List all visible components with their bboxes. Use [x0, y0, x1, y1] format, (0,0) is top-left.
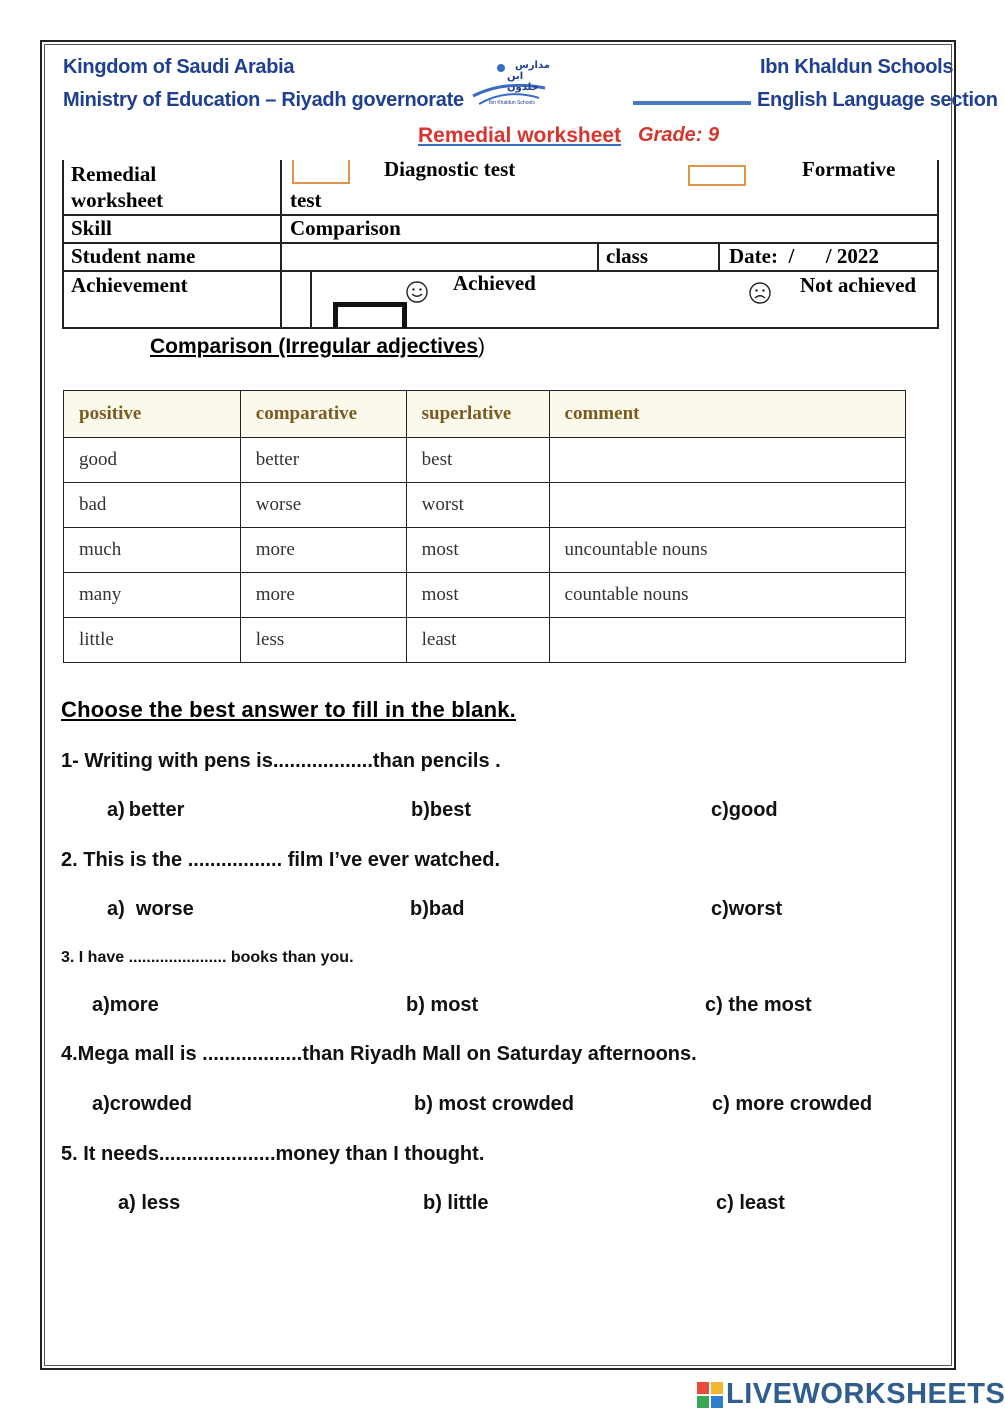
type-label-line2: worksheet [71, 188, 164, 212]
header-country: Kingdom of Saudi Arabia [63, 56, 295, 78]
q4-option-a[interactable]: a)crowded [92, 1093, 193, 1115]
q3-option-c[interactable]: c) the most [705, 994, 812, 1016]
cell: most [406, 573, 549, 618]
smile-icon [405, 280, 429, 304]
question-2: 2. This is the ................. film I’ve ever watched. [61, 849, 501, 871]
logo-ar-line1: مدارس [515, 60, 550, 71]
q5-option-a[interactable]: a) less [118, 1192, 181, 1214]
info-class-divider [597, 242, 599, 271]
irregular-adjectives-table [63, 390, 906, 663]
cell: many [64, 573, 241, 618]
skill-label: Skill [71, 216, 112, 240]
not-achieved-label: Not achieved [800, 273, 917, 297]
cell: worse [240, 483, 406, 528]
logo-en: Ibn Khaldun Schools [489, 100, 535, 106]
cell: little [64, 618, 241, 663]
formative-checkbox[interactable] [688, 165, 746, 186]
info-table-divider [280, 160, 282, 328]
question-1: 1- Writing with pens is..................than pencils . [61, 750, 501, 772]
q4-option-b[interactable]: b) most crowded [414, 1093, 575, 1115]
liveworksheets-logo-icon [697, 1382, 723, 1408]
table-row [64, 528, 906, 573]
header-positive: positive [64, 391, 241, 438]
question-4: 4.Mega mall is ..................than Riyadh Mall on Saturday afternoons. [61, 1043, 697, 1065]
cell: best [406, 438, 549, 483]
cell: more [240, 528, 406, 573]
cell: more [240, 573, 406, 618]
grade-label: Grade: 9 [638, 124, 720, 146]
header-superlative: superlative [406, 391, 549, 438]
cell [549, 618, 905, 663]
cell: less [240, 618, 406, 663]
q2-option-b[interactable]: b)bad [410, 898, 465, 920]
formative-label: Formative [802, 157, 896, 181]
question-3: 3. I have ...................... books than you. [61, 949, 354, 966]
header-comment: comment [549, 391, 905, 438]
table-row [64, 438, 906, 483]
cell: good [64, 438, 241, 483]
cell: most [406, 528, 549, 573]
info-table-border-right [937, 160, 939, 328]
info-row-line-4 [62, 327, 939, 329]
cell: countable nouns [549, 573, 905, 618]
q3-option-b[interactable]: b) most [406, 994, 479, 1016]
table-row [64, 618, 906, 663]
q5-option-b[interactable]: b) little [423, 1192, 489, 1214]
header-rule [633, 101, 751, 105]
worksheet-title: Remedial worksheet [418, 124, 622, 147]
question-5: 5. It needs.....................money than I thought. [61, 1143, 485, 1165]
table-row [64, 573, 906, 618]
school-logo [465, 58, 555, 110]
quiz-heading: Choose the best answer to fill in the blank. [61, 697, 516, 722]
diagnostic-checkbox[interactable] [292, 160, 350, 184]
table-header-row [64, 391, 906, 438]
student-name-label: Student name [71, 244, 196, 268]
info-row-line-1 [62, 214, 939, 216]
achievement-box[interactable] [333, 302, 407, 328]
cell: worst [406, 483, 549, 528]
header-ministry: Ministry of Education – Riyadh governorate [63, 89, 464, 111]
achieved-label: Achieved [453, 271, 536, 295]
header-school: Ibn Khaldun Schools [760, 56, 954, 78]
liveworksheets-brand[interactable]: LIVEWORKSHEETS [726, 1378, 1005, 1410]
cell: bad [64, 483, 241, 528]
section-title: Comparison (Irregular adjectives) [150, 335, 485, 358]
skill-value: Comparison [290, 216, 401, 240]
sad-face-icon [748, 281, 772, 305]
q5-option-c[interactable]: c) least [716, 1192, 785, 1214]
logo-ar-line2: ابن خلدون [507, 71, 539, 93]
cell: better [240, 438, 406, 483]
table-row [64, 483, 906, 528]
q2-option-c[interactable]: c)worst [711, 898, 783, 920]
q4-option-c[interactable]: c) more crowded [712, 1093, 873, 1115]
cell: much [64, 528, 241, 573]
achievement-label: Achievement [71, 273, 188, 297]
cell [549, 438, 905, 483]
diagnostic-label: Diagnostic test [384, 157, 516, 181]
cell [549, 483, 905, 528]
header-section: English Language section [757, 89, 998, 111]
q1-option-b[interactable]: b)best [411, 799, 471, 821]
info-achievement-divider [310, 271, 312, 328]
student-name-field[interactable] [284, 244, 594, 269]
cell: least [406, 618, 549, 663]
info-date-divider [718, 242, 720, 271]
date-label: Date: / / 2022 [729, 244, 879, 268]
q1-option-c[interactable]: c)good [711, 799, 778, 821]
formative-label-2: test [290, 188, 322, 212]
type-label-line1: Remedial [71, 162, 157, 186]
class-label: class [606, 244, 648, 268]
info-table-border-left [62, 160, 64, 328]
q3-option-a[interactable]: a)more [92, 994, 159, 1016]
q2-option-a[interactable]: a) worse [107, 898, 194, 920]
q1-option-a[interactable]: a) better [107, 799, 185, 821]
cell: uncountable nouns [549, 528, 905, 573]
header-comparative: comparative [240, 391, 406, 438]
